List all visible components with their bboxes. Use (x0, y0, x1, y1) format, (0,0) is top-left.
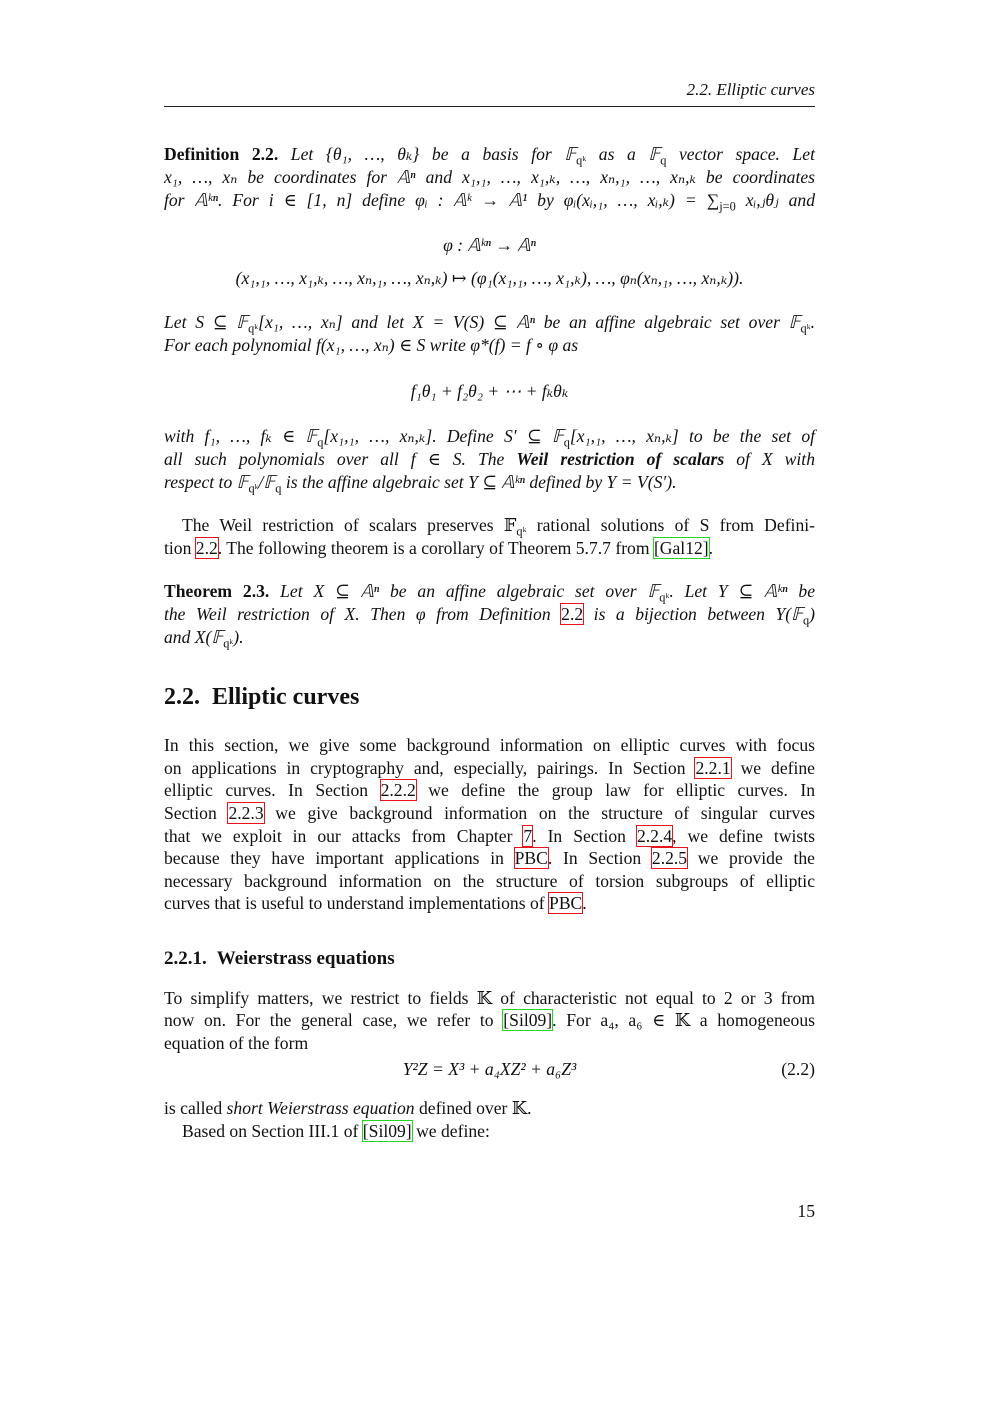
text-run: . (810, 312, 815, 332)
text-run: Based on Section III.1 of (182, 1121, 363, 1141)
text-run: Let {θ₁, …, θₖ} be a basis for 𝔽 (278, 144, 577, 164)
text-run: q (660, 153, 667, 168)
text-run: is the affine algebraic set Y ⊆ 𝔸ᵏⁿ defined by Y = V(S′). (281, 472, 677, 492)
cross-reference-link[interactable]: 2.2 (195, 538, 218, 558)
text-line (164, 892, 815, 914)
text-run: and X(𝔽 (164, 627, 224, 647)
text-run: Let X ⊆ 𝔸ⁿ be an affine algebraic set over 𝔽 (269, 581, 660, 601)
text-line (164, 825, 815, 847)
cross-reference-link[interactable]: 2.2.2 (380, 780, 416, 800)
text-run: Theorem 2.3. (164, 581, 270, 601)
text-line (164, 847, 815, 869)
cross-reference-link[interactable]: 7 (523, 826, 533, 846)
text-run: we define: (411, 1121, 490, 1141)
cross-reference-link[interactable]: PBC (549, 893, 583, 913)
text-line (164, 514, 815, 539)
text-run: qᵏ (223, 636, 234, 651)
text-run: Definition 2.2. (164, 144, 279, 164)
text-run: q (275, 481, 282, 496)
text-run: , we define twists (672, 826, 815, 846)
subsection-number: 2.2.1. (164, 948, 207, 969)
text-line (164, 987, 815, 1009)
text-run: In this section, we give some background information on elliptic curves with focus (164, 735, 815, 755)
text-run: Weil restriction of scalars (516, 449, 725, 469)
text-run: ) (809, 604, 816, 624)
cross-reference-link[interactable]: 2.2.1 (695, 758, 731, 778)
text-run: with f₁, …, fₖ ∈ 𝔽 (164, 426, 318, 446)
text-line (164, 334, 815, 356)
text-run: xᵢ,ⱼθⱼ and (735, 190, 815, 210)
text-line (164, 757, 815, 779)
text-run: . (708, 538, 714, 558)
text-run: for 𝔸ᵏⁿ. For i ∈ [1, n] define φᵢ : 𝔸ᵏ → 𝔸¹ by φᵢ(xᵢ,₁, …, xᵢ,ₖ) = ∑ (164, 190, 720, 210)
text-run: rational solutions of S from Defini- (526, 515, 815, 535)
text-run: defined over 𝕂. (414, 1098, 532, 1118)
text-line (164, 471, 815, 496)
text-run: tion (164, 538, 196, 558)
citation-link[interactable]: [Sil09] (362, 1121, 412, 1141)
text-run: because they have important applications in (164, 848, 515, 868)
section-title: Elliptic curves (212, 684, 360, 710)
text-run: . Let Y ⊆ 𝔸ᵏⁿ be (669, 581, 816, 601)
text-run: Let S ⊆ 𝔽 (164, 312, 249, 332)
text-run: as a 𝔽 (586, 144, 661, 164)
text-line (164, 425, 816, 450)
cross-reference-link[interactable]: 2.2.4 (636, 826, 673, 846)
text-run: on applications in cryptography and, especially, pairings. In Section (164, 758, 696, 778)
text-line (164, 537, 815, 559)
text-run: . The following theorem is a corollary of Theorem 5.7.7 from (217, 538, 654, 558)
text-run: . In Section (532, 826, 637, 846)
section-heading (164, 684, 359, 711)
text-run: equation of the form (164, 1033, 309, 1053)
text-line (164, 189, 815, 214)
text-run: the Weil restriction of X. Then φ from Definition (164, 604, 562, 624)
text-line (164, 234, 815, 256)
text-run: curves that is useful to understand implementations of (164, 893, 550, 913)
cross-reference-link[interactable]: 2.2.3 (228, 803, 264, 823)
text-run: we give background information on the structure of singular curves (263, 803, 815, 823)
text-line (164, 626, 815, 651)
citation-link[interactable]: [Gal12] (653, 538, 709, 558)
text-run: now on. For the general case, we refer to (164, 1010, 504, 1030)
text-run: ). (233, 627, 244, 647)
text-line (164, 1097, 815, 1119)
text-run: we define the group law for elliptic curves. In (415, 780, 816, 800)
page-number: 15 (797, 1201, 815, 1221)
cross-reference-link[interactable]: 2.2.5 (651, 848, 688, 868)
text-line (164, 1009, 815, 1031)
text-line (164, 311, 815, 336)
text-line (164, 267, 815, 289)
text-run: j=0 (719, 199, 736, 214)
text-run: qᵏ (516, 524, 527, 539)
text-run: [x₁,₁, …, xₙ,ₖ]. Define S′ ⊆ 𝔽 (323, 426, 564, 446)
text-line (164, 603, 816, 628)
equation-number: (2.2) (781, 1059, 815, 1079)
text-run: . For a₄, a₆ ∈ 𝕂 a homogeneous (552, 1010, 815, 1030)
text-line (164, 380, 815, 402)
text-line (164, 448, 815, 470)
text-run: The Weil restriction of scalars preserves 𝔽 (182, 515, 517, 535)
text-run: qᵏ (248, 321, 259, 336)
text-line (164, 779, 815, 801)
text-run: we define (730, 758, 815, 778)
text-run: short Weierstrass equation (226, 1098, 415, 1118)
text-run: qᵏ (576, 153, 587, 168)
text-run: respect to 𝔽 (164, 472, 249, 492)
text-line (164, 802, 815, 824)
text-run: is called (164, 1098, 227, 1118)
text-run: To simplify matters, we restrict to fields 𝕂 of characteristic not equal to 2 or 3 from (164, 988, 815, 1008)
text-run: [x₁, …, xₙ] and let X = V(S) ⊆ 𝔸ⁿ be an affine algebraic set over 𝔽 (258, 312, 801, 332)
cross-reference-link[interactable]: PBC (514, 848, 548, 868)
text-run: is a bijection between Y(𝔽 (583, 604, 803, 624)
text-run: qᵏ (248, 481, 259, 496)
text-run: φ : 𝔸ᵏⁿ → 𝔸ⁿ (443, 235, 536, 255)
text-run: all such polynomials over all f ∈ S. The (164, 449, 517, 469)
text-run: Y²Z = X³ + a₄XZ² + a₆Z³ (402, 1059, 577, 1079)
text-line (164, 1058, 815, 1080)
text-run: x₁, …, xₙ be coordinates for 𝔸ⁿ and x₁,₁, …, x₁,ₖ, …, xₙ,₁, …, xₙ,ₖ be coordinates (164, 167, 815, 187)
cross-reference-link[interactable]: 2.2 (561, 604, 584, 624)
text-line (164, 734, 815, 756)
running-header: 2.2. Elliptic curves (686, 80, 815, 99)
text-run: . (582, 893, 587, 913)
text-run: qᵏ (659, 590, 670, 605)
text-run: Section (164, 803, 229, 823)
text-run: of X with (724, 449, 815, 469)
header-rule (164, 106, 815, 107)
text-run: (x₁,₁, …, x₁,ₖ, …, xₙ,₁, …, xₙ,ₖ) ↦ (φ₁(x₁,₁, …, x₁,ₖ), …, φₙ(xₙ,₁, …, xₙ,ₖ)). (235, 268, 744, 288)
subsection-title: Weierstrass equations (216, 948, 395, 969)
text-run: q (803, 613, 810, 628)
text-run: /𝔽 (258, 472, 276, 492)
text-run: vector space. Let (666, 144, 816, 164)
text-run: we provide the (687, 848, 815, 868)
subsection-heading (164, 948, 395, 970)
text-run: f₁θ₁ + f₂θ₂ + ⋯ + fₖθₖ (410, 381, 569, 401)
text-run: For each polynomial f(x₁, …, xₙ) ∈ S write φ*(f) = f ∘ φ as (164, 335, 579, 355)
text-run: q (563, 435, 570, 450)
text-line (164, 1120, 815, 1142)
text-run: that we exploit in our attacks from Chapter (164, 826, 524, 846)
text-line (164, 143, 816, 168)
text-run: elliptic curves. In Section (164, 780, 381, 800)
section-number: 2.2. (164, 684, 200, 710)
text-run: necessary background information on the structure of torsion subgroups of elliptic (164, 871, 815, 891)
text-run: [x₁,₁, …, xₙ,ₖ] to be the set of (569, 426, 816, 446)
text-line (164, 1032, 815, 1054)
text-line (164, 580, 816, 605)
text-run: q (317, 435, 324, 450)
text-line (164, 870, 815, 892)
text-run: . In Section (547, 848, 652, 868)
text-run: qᵏ (800, 321, 811, 336)
text-line (164, 166, 815, 188)
citation-link[interactable]: [Sil09] (503, 1010, 553, 1030)
